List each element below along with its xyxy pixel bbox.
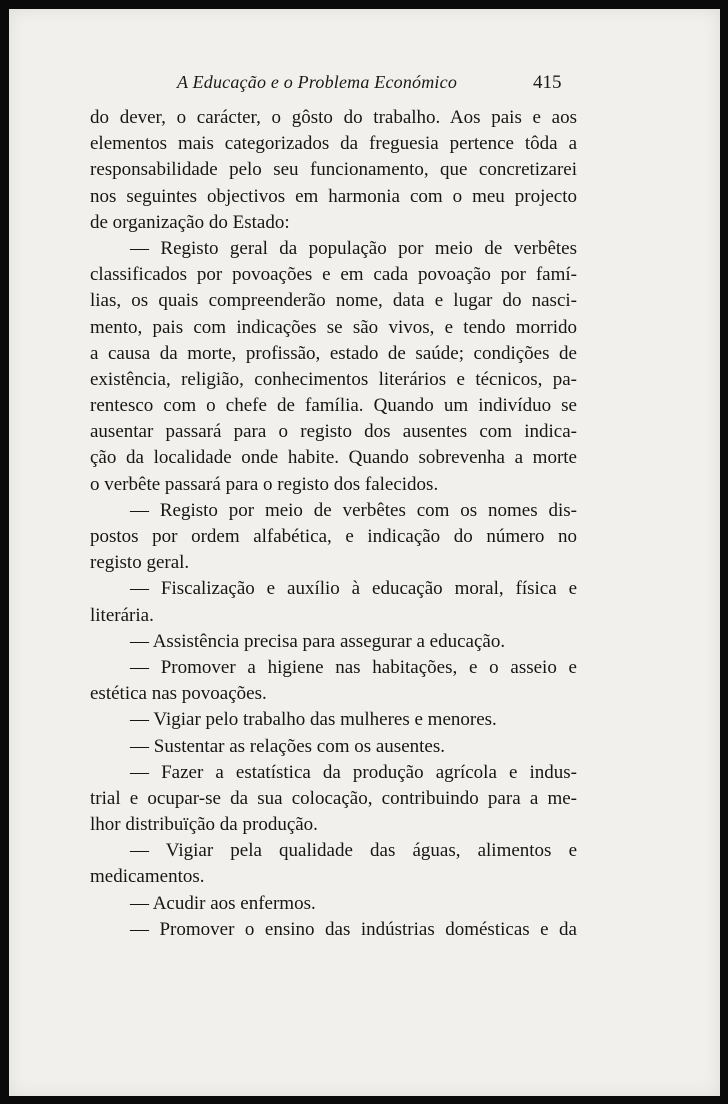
list-item-line: — Vigiar pela qualidade das águas, alimentos e bbox=[130, 840, 577, 862]
list-item-line: — Registo por meio de verbêtes com os nomes dis- bbox=[130, 499, 577, 521]
text-line: a causa da morte, profissão, estado de saúde; condições de bbox=[90, 342, 577, 364]
running-title: A Educação e o Problema Económico bbox=[177, 72, 458, 92]
text-line: responsabilidade pelo seu funcionamento, que concretizarei bbox=[90, 159, 577, 181]
text-line: classificados por povoações e em cada povoação por famí- bbox=[90, 264, 577, 286]
text-line: medicamentos. bbox=[90, 866, 205, 888]
text-line: literária. bbox=[90, 604, 154, 626]
text-line: postos por ordem alfabética, e indicação do número no bbox=[90, 526, 577, 547]
list-item-line: — Sustentar as relações com os ausentes. bbox=[130, 735, 445, 757]
text-line: registo geral. bbox=[90, 552, 190, 574]
text-line: nos seguintes objectivos em harmonia com o meu projecto bbox=[90, 185, 577, 207]
text-line: de organização do Estado: bbox=[90, 211, 290, 233]
page-number: 415 bbox=[533, 72, 562, 93]
text-line: ausentar passará para o registo dos ausentes com indica- bbox=[90, 421, 577, 443]
text-line: existência, religião, conhecimentos literários e técnicos, pa- bbox=[90, 368, 577, 390]
text-line: lhor distribuïção da produção. bbox=[90, 814, 318, 836]
text-line: o verbête passará para o registo dos falecidos. bbox=[90, 473, 439, 495]
list-item-line: — Acudir aos enfermos. bbox=[130, 892, 316, 914]
list-item-line: — Fiscalização e auxílio à educação moral, física e bbox=[130, 578, 577, 600]
text-line: elementos mais categorizados da freguesia pertence tôda a bbox=[90, 133, 577, 155]
list-item-line: — Fazer a estatística da produção agrícola e indus- bbox=[130, 761, 577, 783]
text-line: trial e ocupar-se da sua colocação, contribuindo para a me- bbox=[90, 787, 577, 809]
list-item-line: — Promover o ensino das indústrias domésticas e da bbox=[130, 918, 577, 940]
page-header bbox=[9, 72, 720, 96]
text-line: do dever, o carácter, o gôsto do trabalho. Aos pais e aos bbox=[90, 107, 577, 128]
list-item-line: — Vigiar pelo trabalho das mulheres e menores. bbox=[130, 709, 497, 731]
list-item-line: — Promover a higiene nas habitações, e o asseio e bbox=[130, 656, 577, 678]
text-line: lias, os quais compreenderão nome, data e lugar do nasci- bbox=[90, 290, 577, 312]
list-item-line: — Assistência precisa para assegurar a educação. bbox=[130, 630, 506, 652]
text-line: mento, pais com indicações se são vivos, e tendo morrido bbox=[90, 316, 577, 338]
text-line: rentesco com o chefe de família. Quando um indivíduo se bbox=[90, 395, 577, 417]
text-line: estética nas povoações. bbox=[90, 683, 267, 705]
body-text bbox=[90, 105, 577, 943]
list-item-line: — Registo geral da população por meio de verbêtes bbox=[130, 237, 577, 259]
text-line: ção da localidade onde habite. Quando sobrevenha a morte bbox=[90, 447, 577, 469]
book-page bbox=[9, 9, 720, 1096]
